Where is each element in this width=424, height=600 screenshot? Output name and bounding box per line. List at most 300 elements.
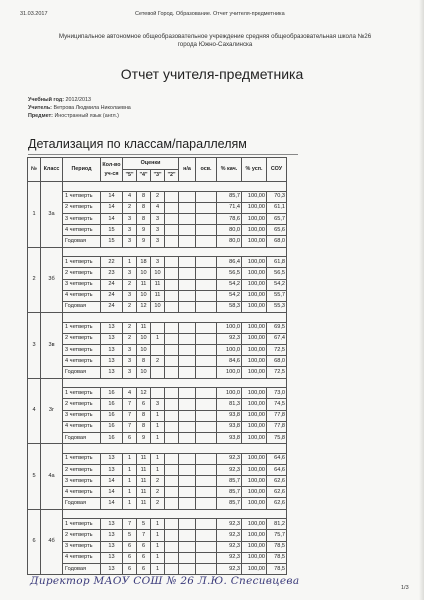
cell-period: 1 четверть	[63, 191, 101, 202]
cell-na	[179, 191, 196, 202]
cell-na	[179, 356, 196, 367]
cell-count: 14	[101, 191, 123, 202]
cell-osv	[196, 268, 217, 279]
cell-sou: 55,3	[267, 301, 287, 312]
cell-g3: 10	[151, 268, 165, 279]
cell-g2	[165, 453, 179, 464]
meta-teacher	[28, 105, 131, 111]
cell-g5: 3	[123, 345, 137, 356]
cell-na	[179, 410, 196, 421]
cell-g5: 5	[123, 530, 137, 541]
cell-period: 3 четверть	[63, 279, 101, 290]
cell-na	[179, 213, 196, 224]
col-g3: "3"	[151, 170, 165, 182]
group-spacer-row	[28, 313, 287, 323]
cell-na	[179, 388, 196, 399]
cell-period: 1 четверть	[63, 453, 101, 464]
cell-sou: 64,6	[267, 453, 287, 464]
meta-teacher-value: Ветрова Людмила Николаевна	[53, 105, 131, 111]
cell-g3	[151, 388, 165, 399]
cell-g3: 1	[151, 453, 165, 464]
cell-usp: 100,00	[242, 333, 267, 344]
cell-g5: 4	[123, 191, 137, 202]
cell-g5: 1	[123, 464, 137, 475]
cell-g2	[165, 279, 179, 290]
cell-kach: 92,3	[217, 519, 242, 530]
cell-period: 4 четверть	[63, 356, 101, 367]
cell-osv	[196, 410, 217, 421]
cell-g4: 6	[137, 541, 151, 552]
group-spacer-row	[28, 247, 287, 257]
cell-count: 13	[101, 333, 123, 344]
cell-osv	[196, 191, 217, 202]
group-spacer-row	[28, 378, 287, 388]
cell-g2	[165, 301, 179, 312]
table-row	[28, 399, 287, 410]
cell-kach: 85,7	[217, 191, 242, 202]
cell-kach: 92,3	[217, 453, 242, 464]
cell-g3: 1	[151, 333, 165, 344]
cell-g2	[165, 564, 179, 575]
cell-na	[179, 257, 196, 268]
cell-osv	[196, 464, 217, 475]
cell-period: 3 четверть	[63, 213, 101, 224]
report-title: Отчет учителя-предметника	[120, 66, 304, 82]
cell-count: 13	[101, 367, 123, 378]
cell-count: 13	[101, 464, 123, 475]
cell-osv	[196, 279, 217, 290]
cell-kach: 92,3	[217, 530, 242, 541]
cell-g5: 3	[123, 356, 137, 367]
cell-usp: 100,00	[242, 564, 267, 575]
col-sou: СОУ	[267, 158, 287, 182]
cell-na	[179, 279, 196, 290]
cell-sou: 68,0	[267, 236, 287, 247]
cell-g5: 1	[123, 487, 137, 498]
cell-usp: 100,00	[242, 356, 267, 367]
cell-kach: 93,8	[217, 421, 242, 432]
cell-na	[179, 367, 196, 378]
cell-g5: 3	[123, 225, 137, 236]
cell-g3: 1	[151, 541, 165, 552]
table-row	[28, 191, 287, 202]
meta-year-value: 2012/2013	[65, 97, 92, 103]
cell-g3: 1	[151, 530, 165, 541]
cell-osv	[196, 236, 217, 247]
cell-kach: 85,7	[217, 498, 242, 509]
cell-g2	[165, 322, 179, 333]
cell-sou: 69,5	[267, 322, 287, 333]
cell-period: Годовая	[63, 432, 101, 443]
cell-na	[179, 541, 196, 552]
meta-subject	[28, 113, 119, 119]
cell-g3: 2	[151, 487, 165, 498]
cell-sou: 62,6	[267, 476, 287, 487]
cell-usp: 100,00	[242, 279, 267, 290]
table-row	[28, 487, 287, 498]
cell-g2	[165, 410, 179, 421]
cell-g3: 3	[151, 213, 165, 224]
cell-sou: 77,8	[267, 421, 287, 432]
cell-g3	[151, 345, 165, 356]
cell-count: 16	[101, 399, 123, 410]
cell-osv	[196, 421, 217, 432]
cell-g5: 2	[123, 333, 137, 344]
col-kach: % кач.	[217, 158, 242, 182]
cell-g5: 6	[123, 541, 137, 552]
cell-g2	[165, 202, 179, 213]
cell-sou: 78,5	[267, 552, 287, 563]
cell-g5: 2	[123, 322, 137, 333]
cell-g2	[165, 257, 179, 268]
cell-na	[179, 301, 196, 312]
cell-sou: 65,7	[267, 213, 287, 224]
cell-usp: 100,00	[242, 552, 267, 563]
cell-g4: 12	[137, 388, 151, 399]
cell-g4: 8	[137, 421, 151, 432]
cell-g3: 10	[151, 301, 165, 312]
cell-num: 4	[28, 378, 41, 444]
cell-num: 3	[28, 313, 41, 379]
cell-g4: 10	[137, 268, 151, 279]
cell-kach: 80,0	[217, 225, 242, 236]
cell-period: 3 четверть	[63, 410, 101, 421]
table-row	[28, 519, 287, 530]
cell-g5: 3	[123, 236, 137, 247]
cell-osv	[196, 487, 217, 498]
cell-na	[179, 225, 196, 236]
cell-sou: 72,5	[267, 345, 287, 356]
cell-osv	[196, 367, 217, 378]
cell-count: 14	[101, 498, 123, 509]
cell-period: 2 четверть	[63, 268, 101, 279]
cell-g5: 7	[123, 421, 137, 432]
table-row	[28, 552, 287, 563]
spacer-cell	[63, 509, 287, 519]
cell-g2	[165, 530, 179, 541]
cell-na	[179, 476, 196, 487]
cell-g4: 7	[137, 530, 151, 541]
cell-period: 4 четверть	[63, 421, 101, 432]
cell-g2	[165, 290, 179, 301]
cell-g3: 2	[151, 476, 165, 487]
cell-osv	[196, 564, 217, 575]
cell-count: 13	[101, 564, 123, 575]
cell-g2	[165, 399, 179, 410]
col-count: Кол-во уч-ся	[101, 158, 123, 182]
cell-kach: 100,0	[217, 345, 242, 356]
cell-kach: 100,0	[217, 388, 242, 399]
cell-g4: 11	[137, 498, 151, 509]
cell-g4: 5	[137, 519, 151, 530]
cell-osv	[196, 541, 217, 552]
cell-g5: 3	[123, 367, 137, 378]
cell-class: 3б	[41, 247, 63, 313]
cell-g5: 6	[123, 432, 137, 443]
cell-sou: 78,5	[267, 564, 287, 575]
cell-g3: 1	[151, 464, 165, 475]
cell-g3: 4	[151, 202, 165, 213]
cell-sou: 56,5	[267, 268, 287, 279]
cell-g4: 11	[137, 464, 151, 475]
cell-usp: 100,00	[242, 464, 267, 475]
cell-count: 23	[101, 268, 123, 279]
cell-sou: 61,8	[267, 257, 287, 268]
cell-g4: 9	[137, 236, 151, 247]
cell-kach: 100,0	[217, 322, 242, 333]
cell-count: 16	[101, 388, 123, 399]
cell-g4: 11	[137, 476, 151, 487]
cell-period: Годовая	[63, 236, 101, 247]
cell-period: 1 четверть	[63, 322, 101, 333]
cell-count: 16	[101, 421, 123, 432]
cell-osv	[196, 530, 217, 541]
cell-na	[179, 290, 196, 301]
cell-count: 24	[101, 290, 123, 301]
cell-kach: 86,4	[217, 257, 242, 268]
cell-sou: 62,6	[267, 498, 287, 509]
cell-osv	[196, 345, 217, 356]
cell-g4: 8	[137, 410, 151, 421]
meta-year	[28, 97, 91, 103]
cell-usp: 100,00	[242, 345, 267, 356]
cell-sou: 65,6	[267, 225, 287, 236]
meta-subject-label: Предмет:	[28, 113, 53, 119]
cell-g2	[165, 225, 179, 236]
cell-na	[179, 236, 196, 247]
table-row	[28, 225, 287, 236]
cell-g3: 3	[151, 399, 165, 410]
cell-na	[179, 530, 196, 541]
cell-osv	[196, 388, 217, 399]
cell-sou: 74,5	[267, 399, 287, 410]
table-row	[28, 257, 287, 268]
table-row	[28, 464, 287, 475]
cell-g2	[165, 236, 179, 247]
cell-usp: 100,00	[242, 225, 267, 236]
cell-osv	[196, 476, 217, 487]
cell-g3: 2	[151, 356, 165, 367]
table-row	[28, 476, 287, 487]
cell-sou: 73,0	[267, 388, 287, 399]
cell-class: 4а	[41, 444, 63, 510]
cell-g5: 7	[123, 410, 137, 421]
table-row	[28, 367, 287, 378]
cell-period: Годовая	[63, 498, 101, 509]
cell-kach: 85,7	[217, 487, 242, 498]
cell-period: Годовая	[63, 301, 101, 312]
cell-sou: 78,5	[267, 541, 287, 552]
cell-na	[179, 464, 196, 475]
cell-period: 2 четверть	[63, 399, 101, 410]
col-usp: % усп.	[242, 158, 267, 182]
cell-kach: 58,3	[217, 301, 242, 312]
cell-count: 15	[101, 236, 123, 247]
cell-sou: 55,7	[267, 290, 287, 301]
cell-class: 4б	[41, 509, 63, 575]
cell-g4: 8	[137, 213, 151, 224]
cell-count: 14	[101, 487, 123, 498]
table-row	[28, 301, 287, 312]
cell-osv	[196, 301, 217, 312]
cell-usp: 100,00	[242, 191, 267, 202]
table-row	[28, 202, 287, 213]
cell-usp: 100,00	[242, 322, 267, 333]
cell-kach: 93,8	[217, 410, 242, 421]
cell-g3: 1	[151, 421, 165, 432]
cell-osv	[196, 432, 217, 443]
cell-g2	[165, 388, 179, 399]
cell-usp: 100,00	[242, 541, 267, 552]
table-row	[28, 410, 287, 421]
cell-kach: 71,4	[217, 202, 242, 213]
table-row	[28, 498, 287, 509]
cell-na	[179, 421, 196, 432]
cell-osv	[196, 498, 217, 509]
cell-g5: 2	[123, 301, 137, 312]
school-name-line2: города Южно-Сахалинска	[177, 41, 253, 48]
cell-na	[179, 345, 196, 356]
cell-g5: 7	[123, 519, 137, 530]
table-row	[28, 530, 287, 541]
cell-g3: 3	[151, 257, 165, 268]
cell-count: 14	[101, 476, 123, 487]
cell-sou: 70,3	[267, 191, 287, 202]
cell-g4: 12	[137, 301, 151, 312]
cell-osv	[196, 213, 217, 224]
cell-osv	[196, 202, 217, 213]
col-na: н/а	[179, 158, 196, 182]
cell-na	[179, 202, 196, 213]
cell-period: 1 четверть	[63, 257, 101, 268]
cell-kach: 92,3	[217, 541, 242, 552]
cell-g5: 1	[123, 476, 137, 487]
cell-osv	[196, 399, 217, 410]
cell-g2	[165, 421, 179, 432]
cell-g3: 1	[151, 410, 165, 421]
cell-period: 3 четверть	[63, 476, 101, 487]
cell-g2	[165, 191, 179, 202]
cell-g5: 3	[123, 213, 137, 224]
cell-period: 4 четверть	[63, 552, 101, 563]
cell-sou: 75,7	[267, 530, 287, 541]
cell-g5: 3	[123, 290, 137, 301]
cell-kach: 85,7	[217, 476, 242, 487]
cell-g5: 7	[123, 399, 137, 410]
cell-usp: 100,00	[242, 498, 267, 509]
table-body	[28, 182, 287, 575]
cell-g3: 3	[151, 225, 165, 236]
cell-kach: 92,3	[217, 333, 242, 344]
director-signature: Директор МАОУ СОШ № 26 Л.Ю. Спесивцева	[30, 575, 300, 587]
col-g5: "5"	[123, 170, 137, 182]
spacer-cell	[63, 313, 287, 323]
meta-year-label: Учебный год:	[28, 97, 65, 103]
cell-period: 2 четверть	[63, 202, 101, 213]
meta-teacher-label: Учитель:	[28, 105, 52, 111]
cell-na	[179, 322, 196, 333]
cell-sou: 62,6	[267, 487, 287, 498]
cell-num: 5	[28, 444, 41, 510]
table-row	[28, 432, 287, 443]
cell-usp: 100,00	[242, 421, 267, 432]
cell-period: 4 четверть	[63, 225, 101, 236]
group-spacer-row	[28, 444, 287, 454]
cell-count: 13	[101, 345, 123, 356]
cell-g2	[165, 333, 179, 344]
cell-g2	[165, 487, 179, 498]
cell-g2	[165, 519, 179, 530]
spacer-cell	[63, 378, 287, 388]
cell-na	[179, 564, 196, 575]
cell-usp: 100,00	[242, 367, 267, 378]
cell-g4: 8	[137, 356, 151, 367]
cell-count: 13	[101, 541, 123, 552]
cell-g5: 4	[123, 388, 137, 399]
cell-count: 16	[101, 410, 123, 421]
cell-g3: 2	[151, 498, 165, 509]
cell-g2	[165, 552, 179, 563]
cell-g2	[165, 541, 179, 552]
cell-usp: 100,00	[242, 213, 267, 224]
meta-subject-value: Иностранный язык (англ.)	[54, 113, 119, 119]
cell-count: 24	[101, 301, 123, 312]
cell-usp: 100,00	[242, 290, 267, 301]
cell-kach: 81,3	[217, 399, 242, 410]
cell-usp: 100,00	[242, 530, 267, 541]
cell-sou: 54,2	[267, 279, 287, 290]
cell-g4: 11	[137, 279, 151, 290]
cell-na	[179, 519, 196, 530]
cell-g4: 10	[137, 345, 151, 356]
cell-period: 2 четверть	[63, 530, 101, 541]
table-row	[28, 268, 287, 279]
cell-g4: 11	[137, 453, 151, 464]
table-row	[28, 290, 287, 301]
cell-g4: 10	[137, 333, 151, 344]
cell-g2	[165, 213, 179, 224]
cell-class: 3а	[41, 182, 63, 248]
cell-count: 13	[101, 356, 123, 367]
page-number: 1/3	[401, 585, 409, 591]
cell-osv	[196, 552, 217, 563]
cell-usp: 100,00	[242, 453, 267, 464]
cell-kach: 92,3	[217, 564, 242, 575]
cell-g2	[165, 432, 179, 443]
col-class: Класс	[41, 158, 63, 182]
cell-g5: 1	[123, 498, 137, 509]
cell-sou: 64,6	[267, 464, 287, 475]
section-rule	[28, 154, 298, 155]
col-num: №	[28, 158, 41, 182]
cell-count: 13	[101, 453, 123, 464]
cell-osv	[196, 257, 217, 268]
spacer-cell	[63, 444, 287, 454]
school-name	[40, 33, 390, 49]
table-row	[28, 453, 287, 464]
detail-table	[27, 157, 287, 575]
section-title: Детализация по классам/параллелям	[28, 137, 247, 151]
cell-g2	[165, 345, 179, 356]
cell-g4: 11	[137, 322, 151, 333]
spacer-cell	[63, 182, 287, 192]
cell-kach: 92,3	[217, 464, 242, 475]
cell-usp: 100,00	[242, 432, 267, 443]
table-row	[28, 564, 287, 575]
table-row	[28, 213, 287, 224]
cell-sou: 61,1	[267, 202, 287, 213]
cell-count: 22	[101, 257, 123, 268]
